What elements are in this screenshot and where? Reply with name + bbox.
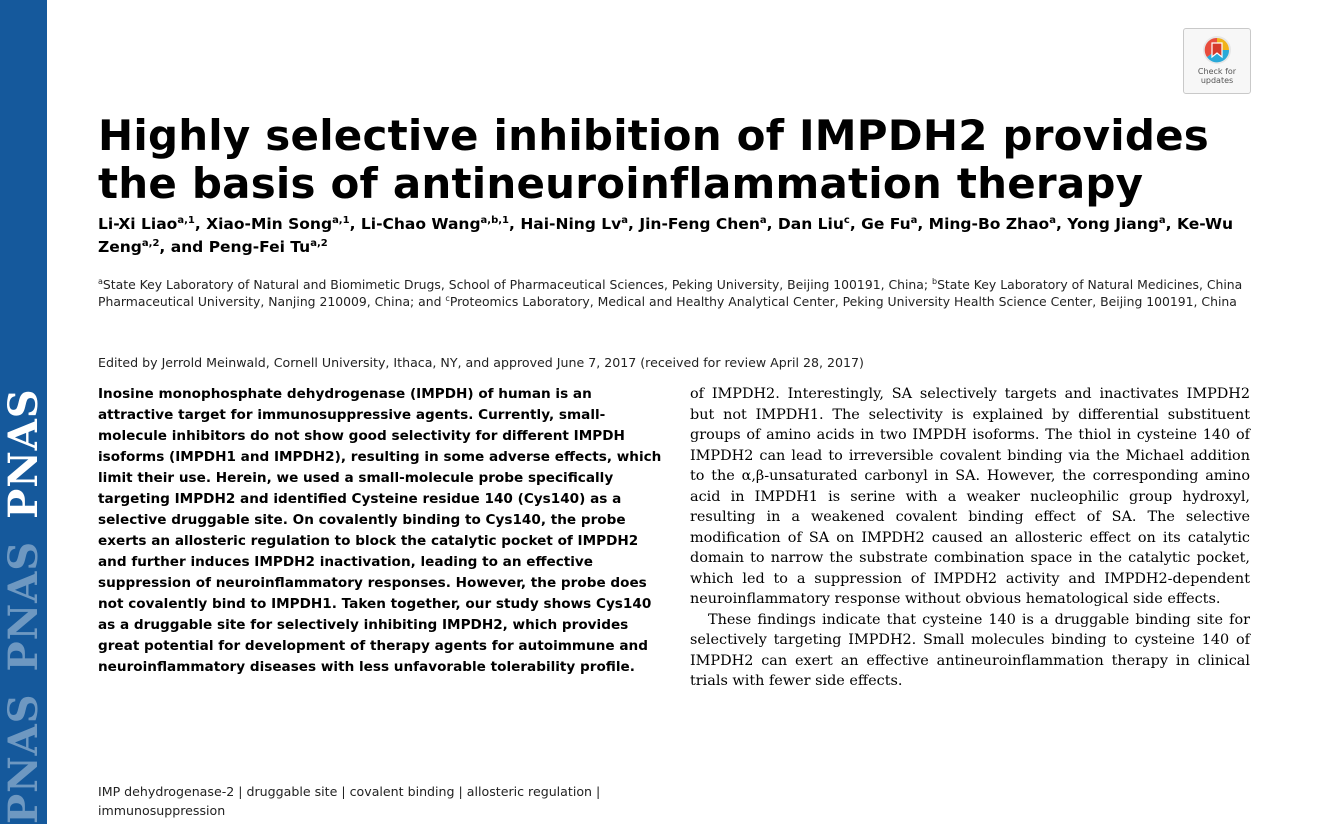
author-name[interactable]: Li-Chao Wang	[360, 215, 481, 233]
author-affiliation-mark: a	[621, 214, 629, 226]
author-affiliation-mark: a	[1049, 214, 1056, 226]
spine-logo: PNAS	[0, 388, 47, 519]
author-name[interactable]: Peng-Fei Tu	[208, 238, 311, 256]
author-affiliation-mark: a	[1158, 214, 1166, 226]
author-separator: ,	[194, 215, 207, 233]
author-affiliation-mark: a,1	[332, 214, 350, 226]
author-affiliation-mark: c	[843, 214, 850, 226]
author-separator: ,	[509, 215, 521, 233]
affiliation-text: State Key Laboratory of Natural Medicines, China Pharmaceutical University, Nanjing 210009, China; and	[98, 277, 1243, 309]
abstract-text: Inosine monophosphate dehydrogenase (IMPDH) of human is an attractive target for immunosuppressive agents. Currently, small-molecule inhibitors do not show good selectivity for different IMPDH isoforms (IMPDH1 and IMPDH2), resulting in some adverse effects, which limit their use. Herein, we used a small-molecule probe specifically targeting IMPDH2 and identified Cysteine residue 140 (Cys140) as a selective druggable site. On covalently binding to Cys140, the probe exerts an allosteric regulation to block the catalytic pocket of IMPDH2 and further induces IMPDH2 inactivation, leading to an effective suppression of neuroinflammatory responses. However, the probe does not covalently bind to IMPDH1. Taken together, our study shows Cys140 as a druggable site for selectively inhibiting IMPDH2, which provides great potential for development of therapy agents for autoimmune and neuroinflammatory diseases with less unfavorable tolerability profile.	[98, 386, 662, 675]
author-affiliation-mark: a,1	[177, 214, 195, 226]
author-separator: ,	[1165, 215, 1177, 233]
author-separator: ,	[917, 215, 929, 233]
author-name[interactable]: Ge Fu	[861, 215, 911, 233]
spine-logo-faint-2: PNAS	[0, 540, 47, 672]
author-name[interactable]: Ke-Wu Zeng	[98, 215, 1234, 256]
author-name[interactable]: Li-Xi Liao	[98, 215, 178, 233]
significance-paragraph-1: of IMPDH2. Interestingly, SA selectively targets and inactivates IMPDH2 but not IMPDH1. The selectivity is explained by differential substituent groups of amino acids in two IMPDH isoforms. The thiol in cysteine 140 of IMPDH2 can lead to irreversible covalent binding via the Michael addition to the α,β-unsaturated carbonyl in SA. However, the corresponding amino acid in IMPDH1 is serine with a weaker nucleophilic group hydroxyl, resulting in a weakened covalent binding effect of SA. The selective modification of SA on IMPDH2 caused an allosteric effect on its catalytic domain to narrow the substrate combination space in the catalytic pocket, which led to a suppression of IMPDH2 activity and IMPDH2-dependent neuroinflammatory response without obvious hematological side effects.	[690, 386, 1250, 607]
edited-by-line: Edited by Jerrold Meinwald, Cornell University, Ithaca, NY, and approved June 7, 2017 (received for review April 28, 2017)	[98, 355, 864, 370]
author-name[interactable]: Yong Jiang	[1067, 215, 1159, 233]
affiliation-mark: c	[445, 293, 450, 303]
significance-paragraph-2: These findings indicate that cysteine 140 is a druggable binding site for selectively targeting IMPDH2. Small molecules binding to cysteine 140 of IMPDH2 can exert an effective antineuroinflammation therapy in clinical trials with fewer side effects.	[690, 611, 1250, 689]
author-affiliation-mark: a,2	[141, 237, 160, 249]
affiliation-mark: b	[931, 276, 938, 286]
author-affiliation-mark: a	[910, 214, 918, 226]
author-name[interactable]: Dan Liu	[777, 215, 844, 233]
author-affiliation-mark: a	[759, 214, 767, 226]
author-separator: ,	[766, 215, 778, 233]
author-list	[98, 213, 1288, 259]
article-title: Highly selective inhibition of IMPDH2 provides the basis of antineuroinflammation therapy	[98, 111, 1210, 208]
author-separator: ,	[628, 215, 640, 233]
spine-logo-faint-1: PNAS	[0, 693, 47, 824]
check-for-updates-icon	[1202, 35, 1232, 65]
author-separator: ,	[1055, 215, 1068, 233]
affiliation-text: Proteomics Laboratory, Medical and Healthy Analytical Center, Peking University Health Science Center, Beijing 100191, China	[449, 294, 1237, 309]
affiliation-text: State Key Laboratory of Natural and Biomimetic Drugs, School of Pharmaceutical Sciences, Peking University, Beijing 100191, China;	[102, 277, 932, 292]
author-affiliation-mark: a,2	[310, 237, 328, 249]
journal-spine-text	[0, 366, 47, 824]
affiliations	[98, 276, 1278, 310]
check-for-updates-badge[interactable]	[1183, 28, 1251, 94]
author-affiliation-mark: a,b,1	[480, 214, 510, 226]
author-separator: ,	[849, 215, 862, 233]
author-name[interactable]: Xiao-Min Song	[206, 215, 333, 233]
author-name[interactable]: Ming-Bo Zhao	[928, 215, 1050, 233]
affiliation-mark: a	[98, 276, 103, 286]
significance-column	[690, 384, 1250, 692]
author-separator: ,	[349, 215, 361, 233]
author-separator: , and	[159, 238, 209, 256]
author-name[interactable]: Hai-Ning Lv	[520, 215, 622, 233]
journal-sidebar	[0, 0, 47, 824]
check-for-updates-label: Check for updates	[1197, 67, 1237, 85]
author-name[interactable]: Jin-Feng Chen	[639, 215, 760, 233]
keywords: IMP dehydrogenase-2 | druggable site | covalent binding | allosteric regulation | immunosuppression	[98, 784, 601, 818]
